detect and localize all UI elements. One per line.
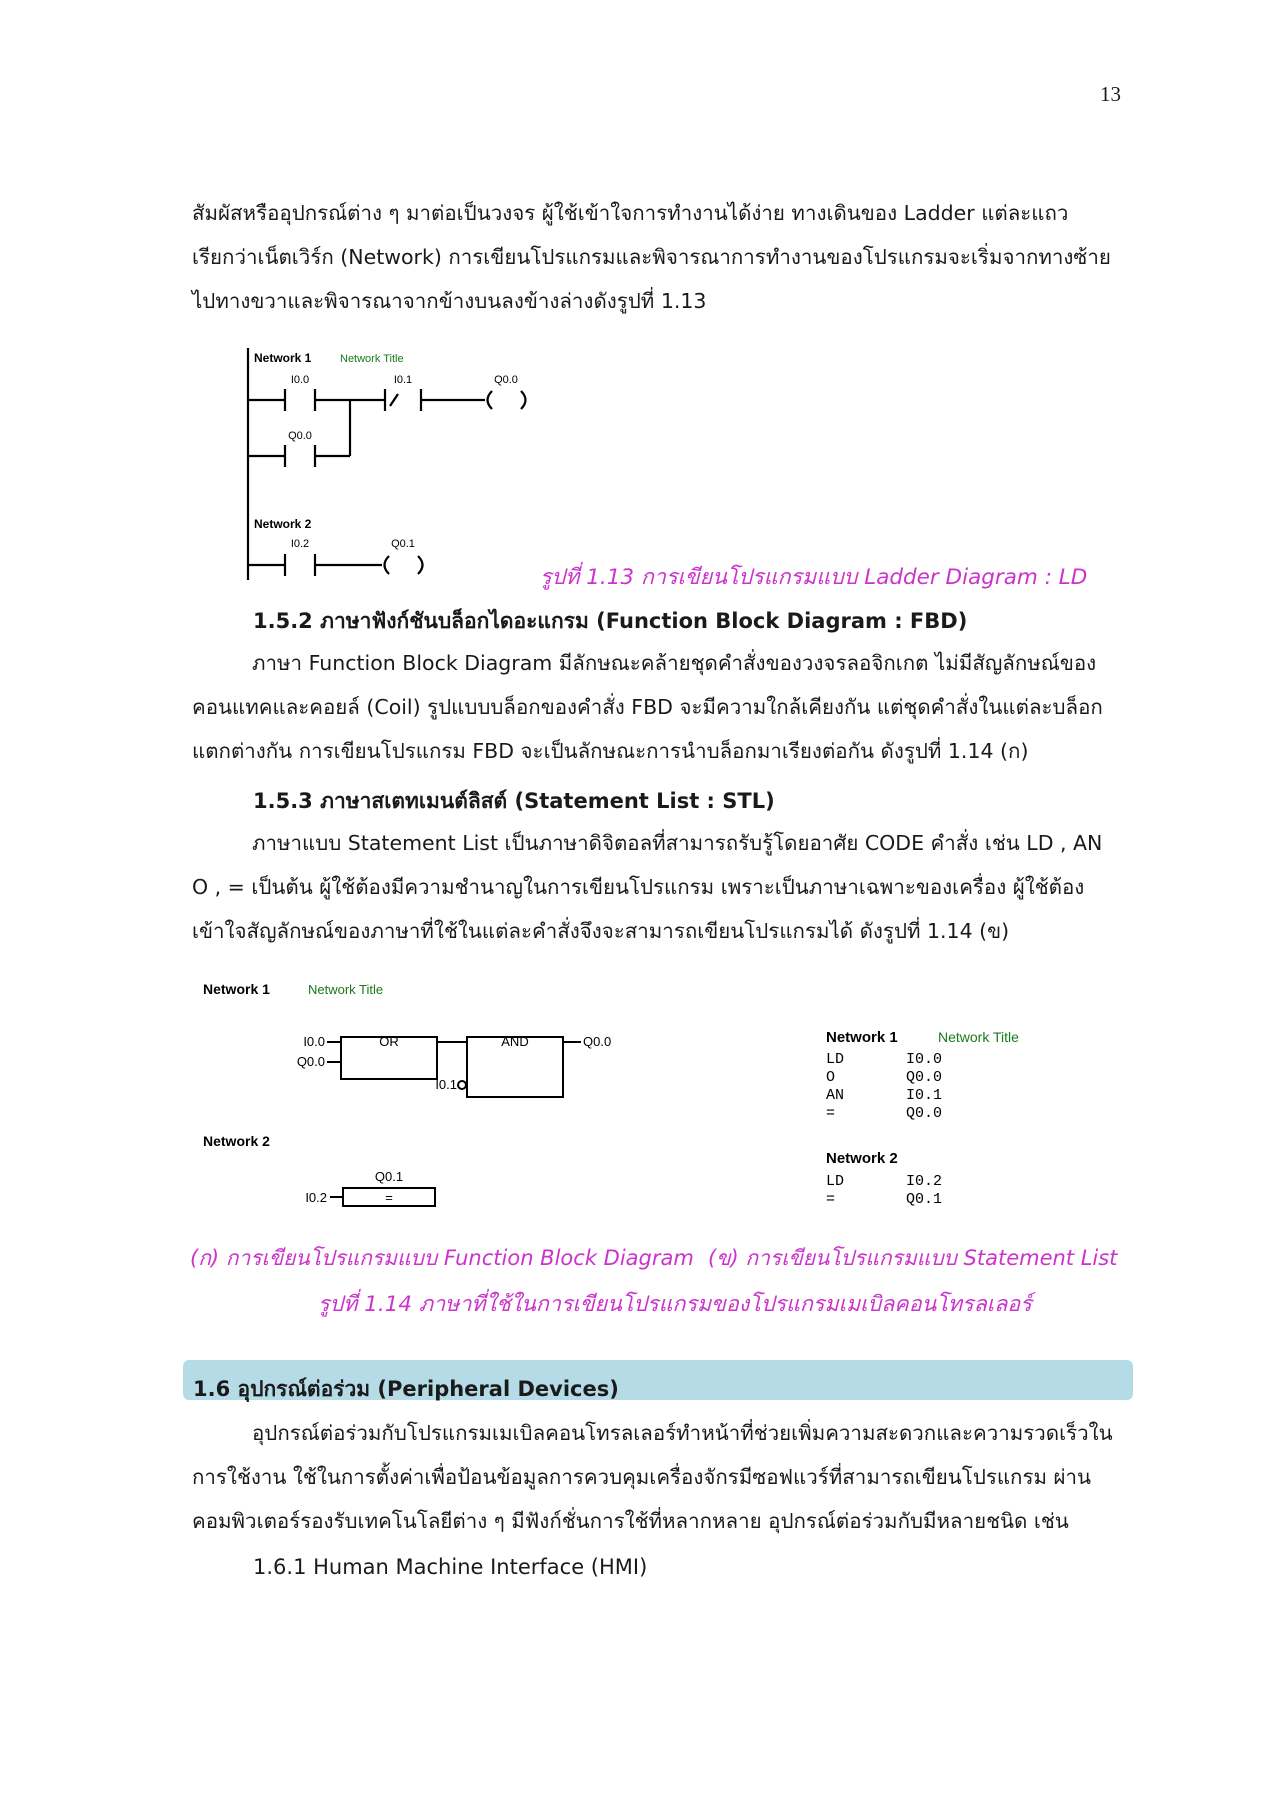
section-152-paragraph xyxy=(192,641,1132,773)
fbd-input-q00: Q0.0 xyxy=(296,1054,325,1069)
stl-network1-label: Network 1 xyxy=(826,1029,898,1046)
fbd-input-i02: I0.2 xyxy=(305,1190,327,1205)
stl-op: AN xyxy=(826,1087,845,1104)
paragraph-line: ภาษาแบบ Statement List เป็นภาษาดิจิตอลที่สามารถรับรู้โดยอาศัย CODE คำสั่ง เช่น LD , AN xyxy=(252,831,1103,855)
stl-network1-title: Network Title xyxy=(938,1029,1019,1045)
stl-operand: Q0.1 xyxy=(906,1191,943,1208)
paragraph-line: สัมผัสหรืออุปกรณ์ต่าง ๆ มาต่อเป็นวงจร ผู้ใช้เข้าใจการทำงานได้ง่าย ทางเดินของ Ladder แต่ละแถว xyxy=(192,201,1069,225)
page-number: 13 xyxy=(1100,82,1121,106)
paragraph-line: ไปทางขวาและพิจารณาจากข้างบนลงข้างล่างดังรูปที่ 1.13 xyxy=(192,289,707,313)
fbd-and-block-label: AND xyxy=(501,1034,529,1049)
section-153-heading: 1.5.3 ภาษาสเตทเมนต์ลิสต์ (Statement List : STL) xyxy=(253,789,775,813)
section-161-heading: 1.6.1 Human Machine Interface (HMI) xyxy=(253,1555,648,1579)
paragraph-line: คอนแทคและคอยล์ (Coil) รูปแบบบล็อกของคำสั่ง FBD จะมีความใกล้เคียงกัน แต่ชุดคำสั่งในแต่ละบล็อก xyxy=(192,695,1103,719)
paragraph-line: แตกต่างกัน การเขียนโปรแกรม FBD จะเป็นลักษณะการนำบล็อกมาเรียงต่อกัน ดังรูปที่ 1.14 (ก) xyxy=(192,739,1029,763)
section-16-paragraph xyxy=(192,1411,1132,1543)
stl-op: LD xyxy=(826,1051,845,1068)
ladder-network2-label: Network 2 xyxy=(254,517,312,531)
fbd-input-i00: I0.0 xyxy=(303,1034,325,1049)
stl-op: = xyxy=(826,1105,836,1122)
ladder-network1-title: Network Title xyxy=(340,353,404,365)
fbd-output-q00: Q0.0 xyxy=(583,1034,612,1049)
figure-114-subcaption-b: (ข) การเขียนโปรแกรมแบบ Statement List xyxy=(708,1246,1118,1270)
stl-network2-label: Network 2 xyxy=(826,1150,898,1167)
figure-114-subcaption-a: (ก) การเขียนโปรแกรมแบบ Function Block Diagram xyxy=(190,1246,694,1270)
fbd-network1-title: Network Title xyxy=(308,982,384,997)
paragraph-line: การใช้งาน ใช้ในการตั้งค่าเพื่อป้อนข้อมูลการควบคุมเครื่องจักรมีซอฟแวร์ที่สามารถเขียนโปรแกรม ผ่าน xyxy=(192,1465,1092,1489)
section-16-heading: 1.6 อุปกรณ์ต่อร่วม (Peripheral Devices) xyxy=(193,1377,619,1401)
contact-label-i01: I0.1 xyxy=(393,374,413,386)
fbd-assign-output-q01: Q0.1 xyxy=(374,1169,404,1184)
fbd-negated-input-i01: I0.1 xyxy=(435,1077,457,1092)
intro-paragraph xyxy=(192,191,1132,323)
paragraph-line: เข้าใจสัญลักษณ์ของภาษาที่ใช้ในแต่ละคำสั่งจึงจะสามารถเขียนโปรแกรมได้ ดังรูปที่ 1.14 (ข) xyxy=(192,919,1010,943)
section-153-paragraph xyxy=(192,821,1132,953)
paragraph-line: ภาษา Function Block Diagram มีลักษณะคล้ายชุดคำสั่งของวงจรลอจิกเกต ไม่มีสัญลักษณ์ของ xyxy=(252,651,1097,675)
stl-operand: I0.2 xyxy=(906,1173,943,1190)
coil-label-q01: Q0.1 xyxy=(391,538,415,550)
stl-operand: Q0.0 xyxy=(906,1105,943,1122)
coil-label-q00: Q0.0 xyxy=(494,374,518,386)
paragraph-line: อุปกรณ์ต่อร่วมกับโปรแกรมเมเบิลคอนโทรลเลอร์ทำหน้าที่ช่วยเพิ่มความสะดวกและความรวดเร็วใน xyxy=(252,1421,1113,1445)
contact-label-i00: I0.0 xyxy=(290,374,310,386)
ladder-network1-label: Network 1 xyxy=(254,351,312,365)
fbd-network2-label: Network 2 xyxy=(203,1133,270,1149)
fbd-network1-label: Network 1 xyxy=(203,981,270,997)
fbd-diagram xyxy=(195,975,645,1225)
stl-listing xyxy=(820,1025,1070,1225)
section-152-heading: 1.5.2 ภาษาฟังก์ชันบล็อกไดอะแกรม (Function Block Diagram : FBD) xyxy=(253,609,968,633)
paragraph-line: เรียกว่าเน็ตเวิร์ก (Network) การเขียนโปรแกรมและพิจารณาการทำงานของโปรแกรมจะเริ่มจากทางซ้าย xyxy=(192,245,1111,269)
stl-operand: I0.0 xyxy=(906,1051,943,1068)
stl-op: = xyxy=(826,1191,836,1208)
fbd-assign-block-label: = xyxy=(385,1190,393,1205)
paragraph-line: O , = เป็นต้น ผู้ใช้ต้องมีความชำนาญในการเขียนโปรแกรม เพราะเป็นภาษาเฉพาะของเครื่อง ผู้ใช้ต้อง xyxy=(192,875,1085,899)
paragraph-line: คอมพิวเตอร์รองรับเทคโนโลยีต่าง ๆ มีฟังก์ชั่นการใช้ที่หลากหลาย อุปกรณ์ต่อร่วมกับมีหลายชนิด เช่น xyxy=(192,1509,1069,1533)
contact-label-i02: I0.2 xyxy=(290,538,310,550)
stl-op: LD xyxy=(826,1173,845,1190)
fbd-or-block-label: OR xyxy=(379,1034,399,1049)
stl-operand: Q0.0 xyxy=(906,1069,943,1086)
stl-operand: I0.1 xyxy=(906,1087,943,1104)
figure-113-caption: รูปที่ 1.13 การเขียนโปรแกรมแบบ Ladder Diagram : LD xyxy=(540,565,1088,590)
stl-op: O xyxy=(826,1069,836,1086)
figure-114-caption: รูปที่ 1.14 ภาษาที่ใช้ในการเขียนโปรแกรมของโปรแกรมเมเบิลคอนโทรลเลอร์ xyxy=(318,1292,1032,1317)
contact-label-q00: Q0.0 xyxy=(288,430,312,442)
ladder-diagram xyxy=(240,340,560,585)
